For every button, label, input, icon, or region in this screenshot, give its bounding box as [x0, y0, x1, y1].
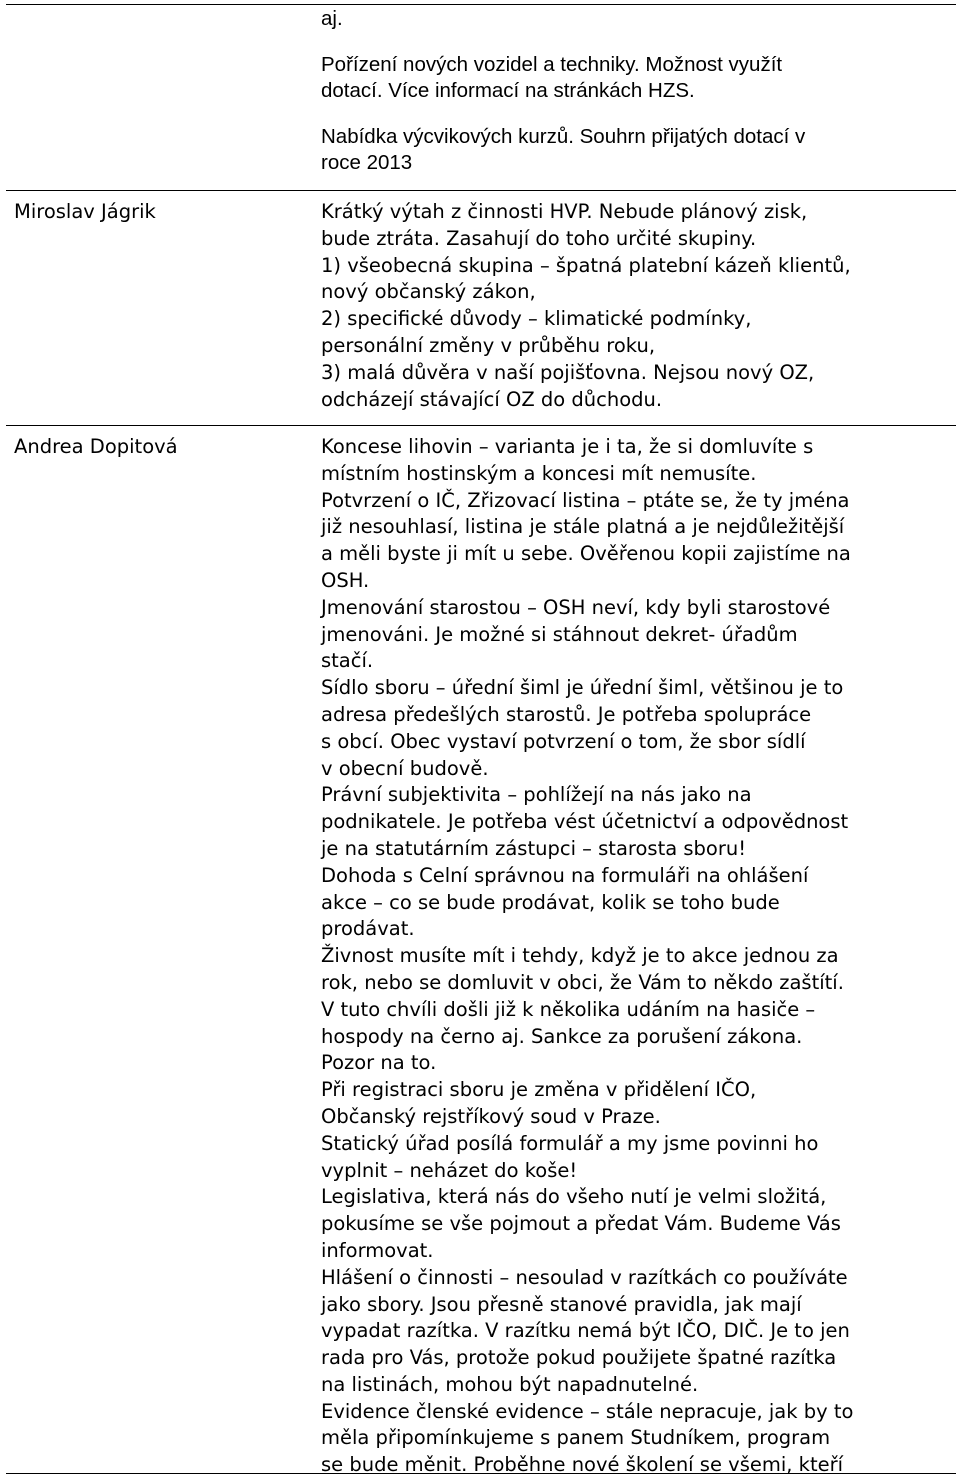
table-rule-2 [6, 425, 956, 426]
row-dopitova-content [321, 434, 953, 1479]
person-name: Andrea Dopitová [14, 435, 178, 458]
person-name: Miroslav Jágrik [14, 200, 156, 223]
table-rule-top [6, 4, 956, 5]
row-top-line-1: aj. [321, 7, 343, 30]
row-jagrik-content [321, 199, 953, 413]
row-top-line-3: Nabídka výcvikových kurzů. Souhrn přijatých dotací v roce 2013 [321, 124, 806, 174]
table-rule-bottom [6, 1473, 956, 1474]
row-top-content [321, 6, 953, 177]
row-dopitova-text: Koncese lihovin – varianta je i ta, že si domluvíte s místním hostinským a koncesi mít nemusíte. Potvrzení o IČ, Zřizovací listina – ptáte se, že ty jména již nesouhlasí, listina je stále platná a je nejdůležitější a měli byste ji mít u sebe. Ověřenou kopii zajistíme na OSH. Jmenování starostou – OSH neví, kdy byli starostové jmenováni. Je možné si stáhnout dekret- úřadům stačí. Sídlo sboru – úřední šiml je úřední šiml, většinou je to adresa předešlých starostů. Je potřeba spolupráce s obcí. Obec vystaví potvrzení o tom, že sbor sídlí v obecní budově. Právní subjektivita – pohlížejí na nás jako na podnikatele. Je potřeba vést účetnictví a odpovědnost je na statutárním zástupci – starosta sboru! Dohoda s Celní správnou na formuláři na ohlášení akce – co se bude prodávat, kolik se toho bude prodávat. Živnost musíte mít i tehdy, když je to akce jednou za rok, nebo se domluvit v obci, že Vám to někdo zaštítí. V tuto chvíli došli již k několika udáním na hasiče – hospody na černo aj. Sankce za porušení zákona. Pozor na to. Při registraci sboru je změna v přidělení IČO, Občanský rejstříkový soud v Praze. Statický úřad posílá formulář a my jsme povinni ho vyplnit – neházet do koše! Legislativa, která nás do všeho nutí je velmi složitá, pokusíme se vše pojmout a předat Vám. Budeme Vás informovat. Hlášení o činnosti – nesoulad v razítkách co používáte jako sbory. Jsou přesně stanové pravidla, jak mají vypadat razítka. V razítku nemá být IČO, DIČ. Je to jen rada pro Vás, protože pokud použijete špatné razítka na listinách, mohou být napadnutelné. Evidence členské evidence – stále nepracuje, jak by to měla připomínkujeme s panem Studníkem, program se bude měnit. Proběhne nové školení se všemi, kteří [321, 435, 854, 1477]
table-rule-1 [6, 190, 956, 191]
row-jagrik-text: Krátký výtah z činnosti HVP. Nebude plánový zisk, bude ztráta. Zasahují do toho určité skupiny. 1) všeobecná skupina – špatná platební kázeň klientů, nový občanský zákon, 2) specifické důvody – klimatické podmínky, personální změny v průběhu roku, 3) malá důvěra v naší pojišťovna. Nejsou nový OZ, odcházejí stávající OZ do důchodu. [321, 200, 851, 411]
row-top-line-2: Pořízení nových vozidel a techniky. Možnost využít dotací. Více informací na stránkách HZS. [321, 52, 783, 102]
